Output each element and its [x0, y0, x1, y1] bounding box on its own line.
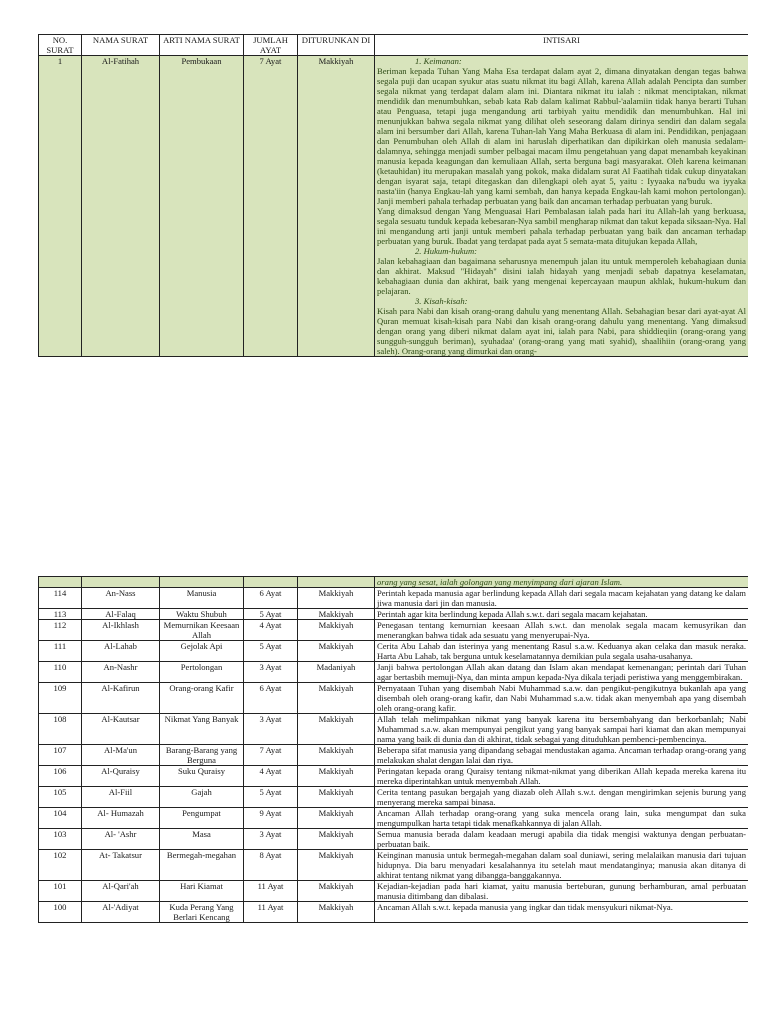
cell-jumlah: 3 Ayat: [244, 662, 298, 683]
cell-nama: Al-Kautsar: [82, 714, 160, 745]
cell-blank: [39, 577, 82, 588]
cell-intisari: Perintah agar kita berlindung kepada Allah s.w.t. dari segala macam kejahatan.: [375, 609, 749, 620]
cell-nama: Al- 'Ashr: [82, 829, 160, 850]
cell-blank: [244, 577, 298, 588]
cell-arti: Pengumpat: [160, 808, 244, 829]
cell-jumlah: 6 Ayat: [244, 683, 298, 714]
cell-no: 111: [39, 641, 82, 662]
cell-diturunkan: Makkiyah: [298, 641, 375, 662]
cell-jumlah: 5 Ayat: [244, 641, 298, 662]
cell-diturunkan: Makkiyah: [298, 850, 375, 881]
table-row: [39, 881, 749, 902]
cell-jumlah: 5 Ayat: [244, 787, 298, 808]
cell-nama: Al-Lahab: [82, 641, 160, 662]
section-text-hari-pembalasan: Yang dimaksud dengan Yang Menguasai Hari Pembalasan ialah pada hari itu Allah-lah yang berkuasa, segala sesuatu tunduk kepada kebesaran-Nya sambil mengharap nikmat dan takut kepada siksaan-Nya. Hal ini mengandung arti janji untuk memberi pahala terhadap perbuatan yang baik dan ancaman terhadap perbuatan yang buruk. Ibadat yang terdapat pada ayat 5 semata-mata ditujukan kepada Allah,: [377, 206, 746, 246]
cell-no: 107: [39, 745, 82, 766]
table-row: [39, 641, 749, 662]
cell-diturunkan: Makkiyah: [298, 881, 375, 902]
cell-jumlah: 6 Ayat: [244, 588, 298, 609]
cell-no: 114: [39, 588, 82, 609]
table-row: [39, 588, 749, 609]
cell-intisari: Kejadian-kejadian pada hari kiamat, yaitu manusia berteburan, gunung berhamburan, amal perbuatan manusia ditimbang dan dibalasi.: [375, 881, 749, 902]
cell-arti: Manusia: [160, 588, 244, 609]
cell-no: 102: [39, 850, 82, 881]
cell-no: 109: [39, 683, 82, 714]
table-row: [39, 787, 749, 808]
cell-no: 113: [39, 609, 82, 620]
cell-arti: Barang-Barang yang Berguna: [160, 745, 244, 766]
header-diturunkan-di: DITURUNKAN DI: [298, 35, 375, 56]
cell-nama: Al-Fiil: [82, 787, 160, 808]
cell-no: 101: [39, 881, 82, 902]
cell-diturunkan: Madaniyah: [298, 662, 375, 683]
cell-no: 103: [39, 829, 82, 850]
cell-jumlah: 4 Ayat: [244, 620, 298, 641]
cell-diturunkan: Makkiyah: [298, 787, 375, 808]
cell-diturunkan: Makkiyah: [298, 902, 375, 923]
document-page-1: [38, 34, 748, 510]
cell-no: 110: [39, 662, 82, 683]
cell-intisari-continuation: orang yang sesat, ialah golongan yang menyimpang dari ajaran Islam.: [375, 577, 749, 588]
header-no-surat: NO. SURAT: [39, 35, 82, 56]
table-row: [39, 766, 749, 787]
table-row: [39, 808, 749, 829]
cell-jumlah: 8 Ayat: [244, 850, 298, 881]
cell-diturunkan: Makkiyah: [298, 766, 375, 787]
cell-nama: Al- Humazah: [82, 808, 160, 829]
cell-nama: Al-Ma'un: [82, 745, 160, 766]
cell-nama: Al-Ikhlash: [82, 620, 160, 641]
cell-nama: Al-Kafirun: [82, 683, 160, 714]
cell-arti: Memurnikan Keesaan Allah: [160, 620, 244, 641]
table-row-al-fatihah: [39, 56, 749, 357]
table-header-row: [39, 35, 749, 56]
table-row: [39, 662, 749, 683]
table-row: [39, 683, 749, 714]
cell-intisari-al-fatihah: [375, 56, 749, 357]
document-page-2: [38, 576, 748, 1024]
cell-diturunkan: Makkiyah: [298, 609, 375, 620]
cell-jumlah: 4 Ayat: [244, 766, 298, 787]
cell-blank: [82, 577, 160, 588]
cell-arti: Orang-orang Kafir: [160, 683, 244, 714]
cell-intisari: Penegasan tentang kemurnian keesaan Allah s.w.t. dan menolak segala macam kemusyrikan dan menerangkan bahwa tidak ada sesuatu yang menyerupai-Nya.: [375, 620, 749, 641]
cell-jumlah: 3 Ayat: [244, 829, 298, 850]
cell-no: 108: [39, 714, 82, 745]
table-row: [39, 829, 749, 850]
cell-intisari: Keinginan manusia untuk bermegah-megahan dalam soal duniawi, sering melalaikan manusia dari tujuan hidupnya. Dia baru menyadari kesalahannya itu setelah maut mendatanginya; manusia akan ditanya di akhirat tentang nikmat yang dibangga-banggakannya.: [375, 850, 749, 881]
cell-nama: Al-Quraisy: [82, 766, 160, 787]
cell-diturunkan: Makkiyah: [298, 714, 375, 745]
cell-nama: At- Takatsur: [82, 850, 160, 881]
cell-intisari: Pernyataan Tuhan yang disembah Nabi Muhammad s.a.w. dan pengikut-pengikutnya bukanlah apa yang disembah oleh orang-orang kafir, dan Nabi Muhammad s.a.w. tidak akan menyembah apa yang disembah oleh orang-orang kafir.: [375, 683, 749, 714]
cell-no: 100: [39, 902, 82, 923]
header-jumlah-ayat: JUMLAH AYAT: [244, 35, 298, 56]
cell-intisari: Allah telah melimpahkan nikmat yang banyak karena itu bersembahyang dan berkorbanlah; Nabi Muhammad s.a.w. akan mempunyai pengikut yang yang banyak sampai hari kiamat dan akan mempunyai nama yang baik di dunia dan di akhirat, tidak sebagai yang dituduhkan pembenci-pembencinya.: [375, 714, 749, 745]
cell-arti: Masa: [160, 829, 244, 850]
table-row: [39, 714, 749, 745]
cell-nama: Al-Falaq: [82, 609, 160, 620]
cell-arti: Pembukaan: [160, 56, 244, 357]
cell-arti: Pertolongan: [160, 662, 244, 683]
cell-jumlah: 5 Ayat: [244, 609, 298, 620]
cell-jumlah: 7 Ayat: [244, 56, 298, 357]
table-row: [39, 850, 749, 881]
cell-diturunkan: Makkiyah: [298, 745, 375, 766]
cell-diturunkan: Makkiyah: [298, 56, 375, 357]
cell-nama: An-Nass: [82, 588, 160, 609]
cell-intisari: Perintah kepada manusia agar berlindung kepada Allah dari segala macam kejahatan yang datang ke dalam jiwa manusia dari jin dan manusia.: [375, 588, 749, 609]
cell-no: 112: [39, 620, 82, 641]
cell-diturunkan: Makkiyah: [298, 683, 375, 714]
section-label-keimanan: 1. Keimanan:: [415, 56, 462, 66]
section-label-hukum: 2. Hukum-hukum:: [415, 246, 478, 256]
cell-no: 105: [39, 787, 82, 808]
table-row: [39, 745, 749, 766]
cell-arti: Nikmat Yang Banyak: [160, 714, 244, 745]
cell-jumlah: 3 Ayat: [244, 714, 298, 745]
section-text-hukum: Jalan kebahagiaan dan bagaimana seharusnya menempuh jalan itu untuk memperoleh kebahagiaan dunia dan akhirat. Maksud "Hidayah" disini ialah hidayah yang menjadi sebab dapatnya keselamatan, kebahagiaan dunia dan akhirat, baik yang mengenai kepercayaan maupun akhlak, hukum-hukum dan pelajaran.: [377, 256, 746, 296]
cell-arti: Suku Quraisy: [160, 766, 244, 787]
cell-nama: Al-'Adiyat: [82, 902, 160, 923]
header-intisari: INTISARI: [375, 35, 749, 56]
cell-arti: Waktu Shubuh: [160, 609, 244, 620]
surah-summary-table: [38, 34, 748, 357]
cell-intisari: Ancaman Allah terhadap orang-orang yang suka mencela orang lain, suka mengumpat dan suka mengumpulkan harta tetapi tidak menafkahkannya di jalan Allah.: [375, 808, 749, 829]
cell-diturunkan: Makkiyah: [298, 829, 375, 850]
cell-arti: Kuda Perang Yang Berlari Kencang: [160, 902, 244, 923]
cell-jumlah: 11 Ayat: [244, 902, 298, 923]
table-row-continuation: [39, 577, 749, 588]
cell-no: 104: [39, 808, 82, 829]
cell-diturunkan: Makkiyah: [298, 808, 375, 829]
surah-summary-table-continued: [38, 576, 748, 923]
header-nama-surat: NAMA SURAT: [82, 35, 160, 56]
cell-intisari: Cerita tentang pasukan bergajah yang diazab oleh Allah s.w.t. dengan mengirimkan sejenis burung yang menyerang mereka sampai binasa.: [375, 787, 749, 808]
section-label-kisah: 3. Kisah-kisah:: [415, 296, 468, 306]
cell-arti: Gejolak Api: [160, 641, 244, 662]
cell-jumlah: 11 Ayat: [244, 881, 298, 902]
cell-intisari: Janji bahwa pertolongan Allah akan datang dan Islam akan mendapat kemenangan; perintah dari Tuhan agar bertasbih memuji-Nya, dan minta ampun kepada-Nya dikala terjadi peristiwa yang menggembirakan.: [375, 662, 749, 683]
section-text-kisah: Kisah para Nabi dan kisah orang-orang dahulu yang menentang Allah. Sebahagian besar dari ayat-ayat Al Quran memuat kisah-kisah para Nabi dan kisah orang-orang dahulu yang menentang. Yang dimaksud dengan orang yang diberi nikmat dalam ayat ini, ialah para Nabi, para shiddieqiin (orang-orang yang sungguh-sungguh beriman), syuhadaa' (orang-orang yang mati syahid), shaalihiin (orang-orang yang saleh). Orang-orang yang dimurkai dan orang-: [377, 306, 746, 356]
cell-nama: An-Nashr: [82, 662, 160, 683]
cell-intisari: Cerita Abu Lahab dan isterinya yang menentang Rasul s.a.w. Keduanya akan celaka dan masuk neraka. Harta Abu Lahab, tak berguna untuk keselamatannya demikian pula segala usaha-usahanya.: [375, 641, 749, 662]
cell-intisari: Ancaman Allah s.w.t. kepada manusia yang ingkar dan tidak mensyukuri nikmat-Nya.: [375, 902, 749, 923]
cell-intisari: Peringatan kepada orang Quraisy tentang nikmat-nikmat yang diberikan Allah kepada mereka karena itu mereka diperintahkan untuk menyembah Allah.: [375, 766, 749, 787]
table-row: [39, 902, 749, 923]
table-row: [39, 609, 749, 620]
cell-nama: Al-Fatihah: [82, 56, 160, 357]
table-row: [39, 620, 749, 641]
cell-no: 106: [39, 766, 82, 787]
cell-diturunkan: Makkiyah: [298, 620, 375, 641]
cell-diturunkan: Makkiyah: [298, 588, 375, 609]
cell-arti: Hari Kiamat: [160, 881, 244, 902]
header-arti-nama-surat: ARTI NAMA SURAT: [160, 35, 244, 56]
cell-blank: [298, 577, 375, 588]
section-text-keimanan: Beriman kepada Tuhan Yang Maha Esa terdapat dalam ayat 2, dimana dinyatakan dengan tegas bahwa segala puji dan ucapan syukur atas suatu nikmat itu bagi Allah, karena Allah adalah Pencipta dan sumber segala nikmat yang terdapat dalam alam ini. Diantara nikmat itu ialah : nikmat menciptakan, nikmat mendidik dan menumbuhkan, sebab kata Rab dalam kalimat Rabbul-'aalamiin tidak hanya berarti Tuhan atau Penguasa, tetapi juga mengandung arti tarbiyah yaitu mendidik dan menumbuhkan. Hal ini menunjukkan bahwa segala nikmat yang dilihat oleh seseorang dalam dirinya sendiri dan dalam segala alam ini bersumber dari Allah, karena Tuhan-lah Yang Maha Berkuasa di alam ini. Pendidikan, penjagaan dan Penumbuhan oleh Allah di alam ini haruslah diperhatikan dan dipikirkan oleh manusia sedalam-dalamnya, sehingga menjadi sumber pelbagai macam ilmu pengetahuan yang dapat menambah keyakinan manusia kepada keagungan dan kemuliaan Allah, serta berguna bagi masyarakat. Oleh karena keimanan (ketauhidan) itu merupakan masalah yang pokok, maka didalam surat Al Faatihah tidak cukup dinyatakan dengan isyarat saja, tetapi ditegaskan dan dilengkapi oleh ayat 5, yaitu : Iyyaaka na'budu wa iyyaka nasta'iin (hanya Engkau-lah yang kami sembah, dan hanya kepada Engkau-lah kami mohon pertolongan). Janji memberi pahala terhadap perbuatan yang baik dan ancaman terhadap perbuatan yang buruk.: [377, 66, 746, 206]
cell-arti: Bermegah-megahan: [160, 850, 244, 881]
cell-nama: Al-Qari'ah: [82, 881, 160, 902]
cell-intisari: Semua manusia berada dalam keadaan merugi apabila dia tidak mengisi waktunya dengan perbuatan-perbuatan baik.: [375, 829, 749, 850]
cell-no: 1: [39, 56, 82, 357]
cell-blank: [160, 577, 244, 588]
cell-jumlah: 9 Ayat: [244, 808, 298, 829]
cell-intisari: Beberapa sifat manusia yang dipandang sebagai mendustakan agama. Ancaman terhadap orang-orang yang melakukan shalat dengan lalai dan riya.: [375, 745, 749, 766]
cell-jumlah: 7 Ayat: [244, 745, 298, 766]
cell-arti: Gajah: [160, 787, 244, 808]
